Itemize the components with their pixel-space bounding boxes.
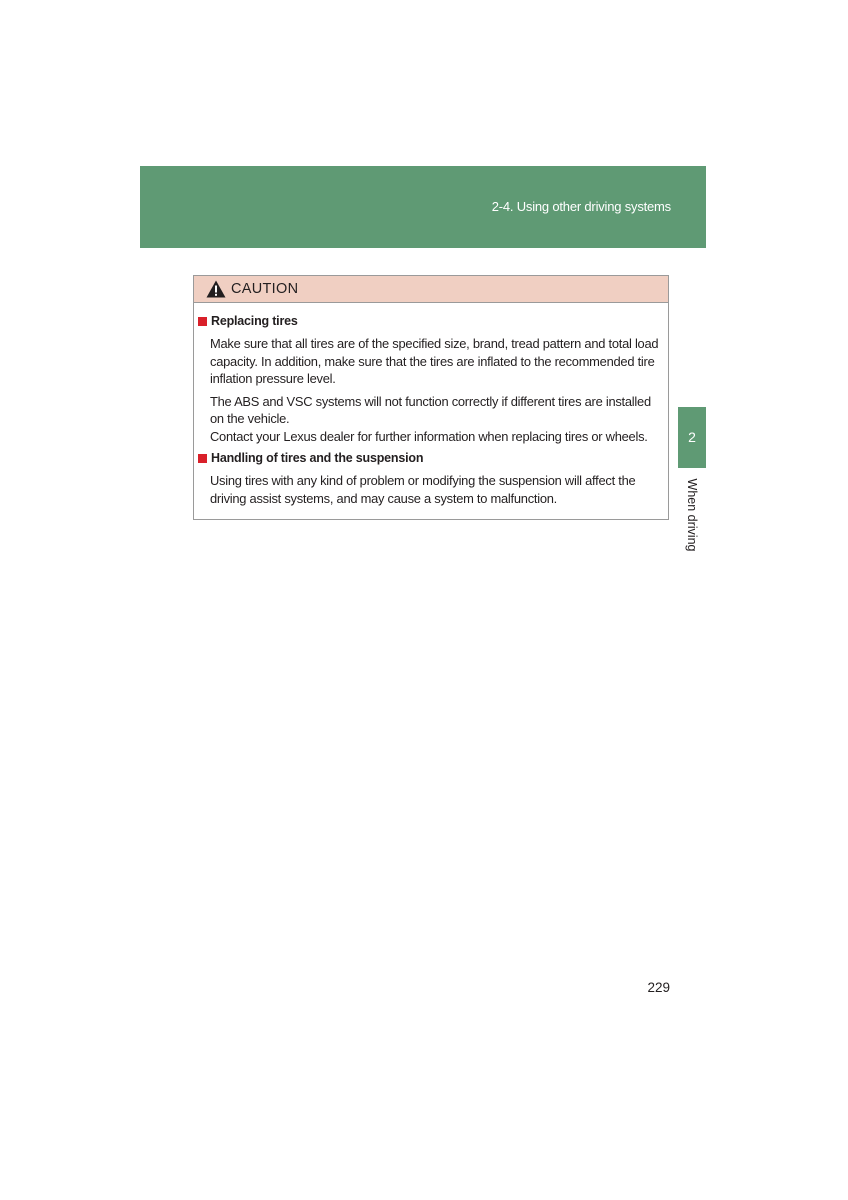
bullet-square-icon [198, 454, 207, 463]
paragraph-tire-specs: Make sure that all tires are of the specified size, brand, tread pattern and total load capacity. In addition, make sure that the tires are inflated to the recommended tire inflation pressure level. [210, 336, 659, 386]
bullet-square-icon [198, 317, 207, 326]
caution-header [194, 276, 668, 303]
page-number: 229 [647, 980, 670, 995]
header-band [140, 166, 706, 248]
section-heading-replacing-tires [198, 313, 668, 330]
caution-title: CAUTION [231, 281, 299, 297]
section-heading-text: Handling of tires and the suspension [211, 451, 424, 465]
section-heading-text: Replacing tires [211, 314, 298, 328]
paragraph-contact-dealer: Contact your Lexus dealer for further information when replacing tires or wheels. [210, 428, 648, 444]
section-heading-suspension [198, 450, 668, 467]
chapter-label: When driving [685, 478, 699, 552]
paragraph-suspension: Using tires with any kind of problem or modifying the suspension will affect the driving assist systems, and may cause a system to malfunction. [210, 473, 636, 506]
warning-triangle-icon [206, 280, 226, 298]
caution-box [193, 275, 669, 520]
chapter-tab [678, 407, 706, 468]
chapter-number: 2 [688, 429, 696, 445]
caution-body [194, 313, 668, 507]
paragraph-abs-vsc: The ABS and VSC systems will not function correctly if different tires are installed on the vehicle. [210, 393, 651, 426]
section-title: 2-4. Using other driving systems [491, 199, 671, 214]
